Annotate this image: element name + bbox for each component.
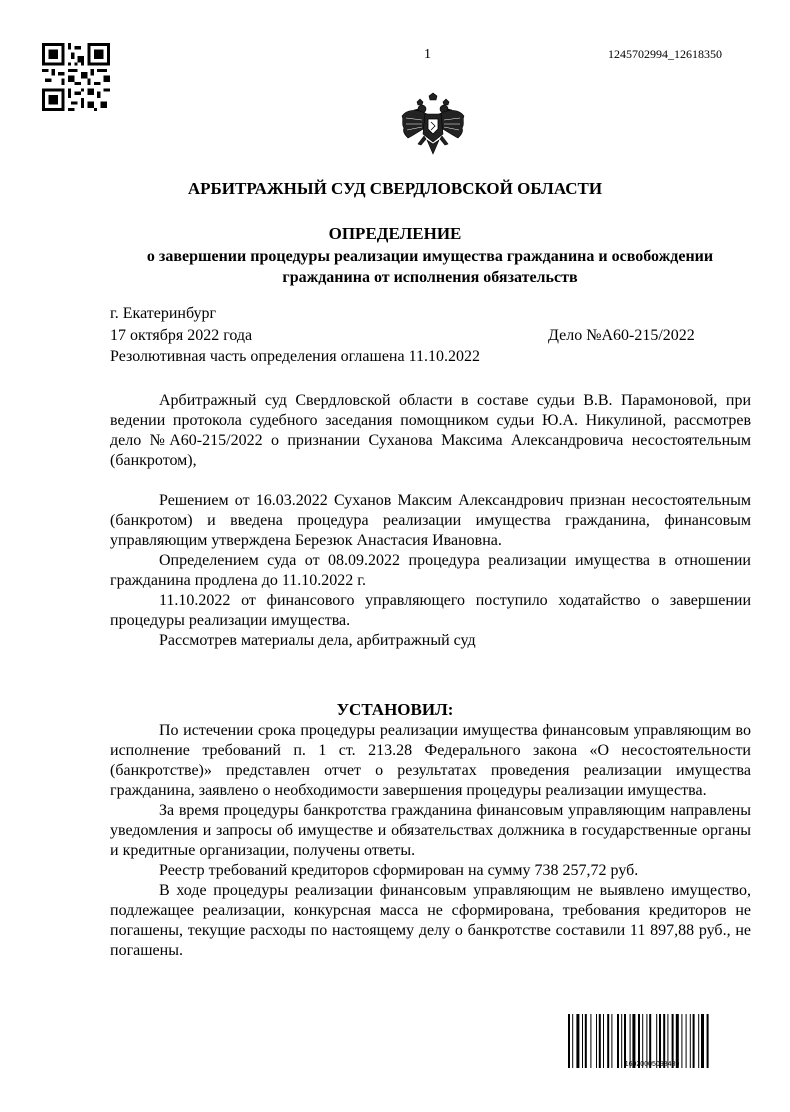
subject-line-2: гражданина от исполнения обязательств	[282, 269, 578, 286]
barcode-bar	[607, 1014, 609, 1068]
barcode-bar	[603, 1014, 604, 1068]
intro-paragraph: Арбитражный суд Свердловской области в составе судьи В.В. Парамоновой, при ведении протокола судебного заседания помощником судьи Ю.А. Никулиной, рассмотрев дело №А60-215/2022 о признании Суханова Максима Александровича несостоятельным (банкротом),	[110, 392, 751, 469]
document-id: 1245702994_12618350	[608, 47, 722, 61]
barcode-bar	[659, 1014, 661, 1068]
barcode-bar	[572, 1014, 573, 1068]
qr-code	[42, 43, 110, 111]
barcode-bar	[632, 1014, 635, 1068]
barcode-bar	[642, 1014, 643, 1068]
established-heading: УСТАНОВИЛ:	[336, 700, 454, 719]
barcode-bar	[676, 1014, 679, 1068]
intro-section	[110, 391, 751, 471]
barcode-bar	[568, 1014, 570, 1068]
barcode-bar	[624, 1014, 626, 1068]
decision-date: 17 октября 2022 года	[110, 327, 253, 344]
barcode-bar	[582, 1014, 583, 1068]
subject-line-1: о завершении процедуры реализации имущества гражданина и освобождении	[146, 248, 714, 265]
barcode-bar	[672, 1014, 674, 1068]
barcode-bar	[646, 1014, 647, 1068]
background-section	[110, 491, 751, 651]
barcode-bar	[576, 1014, 579, 1068]
coat-of-arms-icon	[398, 92, 468, 160]
paragraph: Определением суда от 08.09.2022 процедура реализации имущества в отношении гражданина продлена до 11.10.2022 г.	[110, 552, 751, 589]
paragraph: 11.10.2022 от финансового управляющего поступило ходатайство о завершении процедуры реализации имущества.	[110, 592, 751, 629]
paragraph: Решением от 16.03.2022 Суханов Максим Александрович признан несостоятельным (банкротом) и введена процедура реализации имущества гражданина, финансовым управляющим утверждена Березюк Анастасия Ивановна.	[110, 492, 751, 549]
document-subject	[100, 246, 760, 288]
barcode-bar	[698, 1014, 699, 1068]
barcode-bar	[707, 1014, 709, 1068]
court-name: АРБИТРАЖНЫЙ СУД СВЕРДЛОВСКОЙ ОБЛАСТИ	[187, 179, 603, 198]
barcode-bar	[585, 1014, 587, 1068]
barcode-bar	[599, 1014, 601, 1068]
paragraph: За время процедуры банкротства гражданина финансовым управляющим направлены уведомления и запросы об имуществе и обязательствах должника в государственные органы и кредитные организации, получены ответы.	[110, 802, 751, 859]
case-number: Дело №А60-215/2022	[548, 327, 695, 344]
paragraph: В ходе процедуры реализации финансовым управляющим не выявлено имущество, подлежащее реализации, конкурсная масса не сформирована, требования кредиторов не погашены, текущие расходы по настоящему делу о банкротстве составили 11 897,88 руб., не погашены.	[110, 882, 751, 959]
document-type: ОПРЕДЕЛЕНИЕ	[328, 224, 462, 243]
barcode	[568, 1014, 736, 1068]
barcode-bar	[681, 1014, 682, 1068]
barcode-bar	[621, 1014, 622, 1068]
barcode-bar	[686, 1014, 687, 1068]
barcode-bar	[611, 1014, 612, 1068]
established-section	[110, 721, 751, 961]
barcode-bar	[630, 1014, 631, 1068]
paragraph: Рассмотрев материалы дела, арбитражный суд	[159, 632, 476, 649]
barcode-bar	[690, 1014, 691, 1068]
barcode-bar	[590, 1014, 591, 1068]
barcode-bar	[638, 1014, 640, 1068]
city: г. Екатеринбург	[110, 305, 217, 322]
barcode-bar	[663, 1014, 665, 1068]
barcode-bar	[617, 1014, 619, 1068]
barcode-bar	[667, 1014, 668, 1068]
barcode-bar	[596, 1014, 597, 1068]
paragraph: Реестр требований кредиторов сформирован на сумму 738 257,72 руб.	[159, 862, 639, 879]
barcode-bar	[693, 1014, 695, 1068]
barcode-bar	[656, 1014, 657, 1068]
barcode-number: 16020005098489	[624, 1061, 680, 1068]
page-number: 1	[424, 47, 431, 62]
barcode-bar	[649, 1014, 651, 1068]
barcode-bar	[701, 1014, 704, 1068]
paragraph: По истечении срока процедуры реализации имущества финансовым управляющим во исполнение требований п. 1 ст. 213.28 Федерального закона «О несостоятельности (банкротстве)» представлен отчет о результатах проведения реализации имущества гражданина, заявлено о необходимости завершения процедуры реализации имущества.	[110, 722, 751, 799]
resolution-note: Резолютивная часть определения оглашена 11.10.2022	[110, 348, 480, 365]
